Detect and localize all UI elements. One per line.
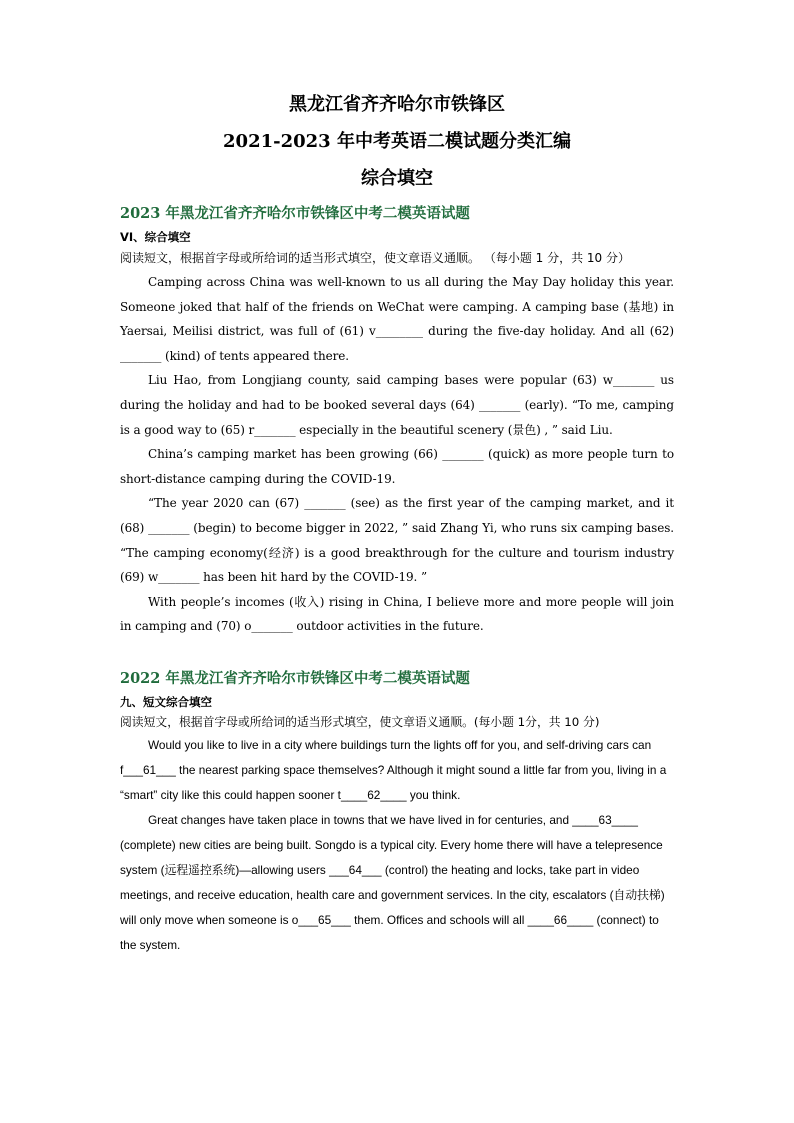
passage-paragraph: Camping across China was well-known to us all during the May Day holiday this year. Someone joked that half of the friends on WeChat were camping. A camping base (基地) in Yaersai, Meilisi district, was full of (61) v________ during the five-day holiday. And all (62) _______ (kind) of tents appeared there. <box>120 275 674 363</box>
instruction-text: 阅读短文，根据首字母或所给词的适当形式填空，使文章语义通顺。(每小题 1分，共 10 分) <box>120 714 600 729</box>
document-page <box>120 94 674 958</box>
section-heading: 2022 年黑龙江省齐齐哈尔市铁锋区中考二模英语试题 <box>120 669 470 687</box>
part-label: 九、短文综合填空 <box>120 694 212 709</box>
document-title-years: 2021-2023 年中考英语二模试题分类汇编 <box>223 131 571 152</box>
passage-paragraph: Would you like to live in a city where buildings turn the lights off for you, and self-driving cars can f___61___ the nearest parking space themselves? Although it might sound a little far from you, living in a “smart” city like this could happen sooner t____62____ you think. <box>120 737 667 802</box>
document-title-region: 黑龙江省齐齐哈尔市铁锋区 <box>289 94 505 115</box>
passage-paragraph: With people’s incomes (收入) rising in China, I believe more and more people will join in camping and (70) o_______ outdoor activities in the future. <box>120 594 674 634</box>
passage-paragraph: Great changes have taken place in towns that we have lived in for centuries, and ____63____ (complete) new cities are being built. Songdo is a typical city. Every home there will have a telepresence system (远程遥控系统)—allowing users ___64___ (control) the heating and locks, take part in video meetings, and receive education, health care and government services. In the city, escalators (自动扶梯) will only move when someone is o___65___ them. Offices and schools will all ____66____ (connect) to the system. <box>120 812 665 952</box>
part-label: VI、综合填空 <box>120 230 191 244</box>
section-heading: 2023 年黑龙江省齐齐哈尔市铁锋区中考二模英语试题 <box>120 205 470 222</box>
document-title-topic: 综合填空 <box>361 168 433 189</box>
section-2022 <box>120 669 674 958</box>
passage-paragraph: “The year 2020 can (67) _______ (see) as the first year of the camping market, and it (68) _______ (begin) to become bigger in 2022, ” said Zhang Yi, who runs six camping bases. “The camping economy(经济) is a good breakthrough for the culture and tourism industry (69) w_______ has been hit hard by the COVID-19. ” <box>120 496 674 585</box>
passage-paragraph: China’s camping market has been growing (66) _______ (quick) as more people turn to short-distance camping during the COVID-19. <box>120 447 674 486</box>
section-2023 <box>120 204 674 639</box>
passage-paragraph: Liu Hao, from Longjiang county, said camping bases were popular (63) w_______ us during the holiday and had to be booked several days (64) _______ (early). “To me, camping is a good way to (65) r_______ especially in the beautiful scenery (景色) , ” said Liu. <box>120 373 674 437</box>
instruction-text: 阅读短文，根据首字母或所给词的适当形式填空，使文章语义通顺。 （每小题 1 分，共 10 分） <box>120 251 630 265</box>
